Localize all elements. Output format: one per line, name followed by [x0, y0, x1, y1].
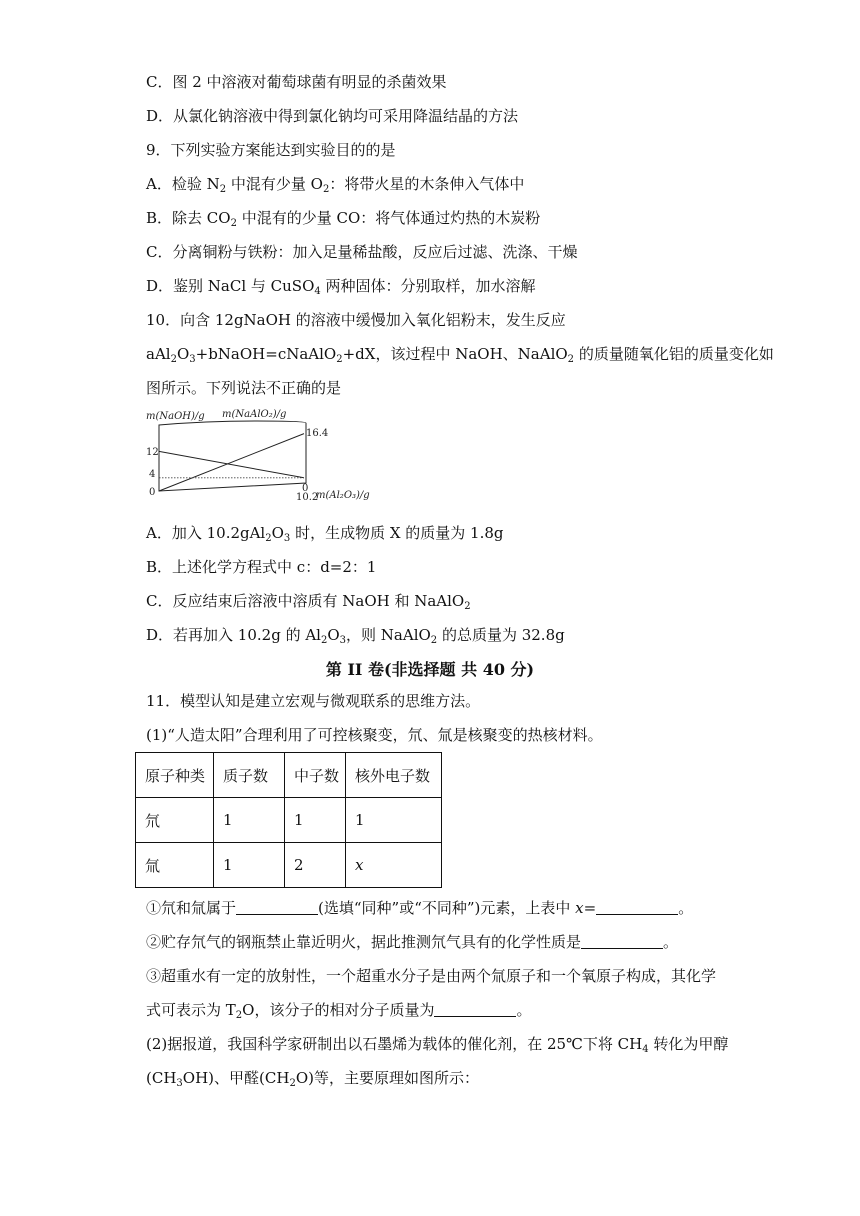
q11-part1: (1)“人造太阳”合理利用了可控核聚变，氘、氚是核聚变的热核材料。: [146, 726, 603, 744]
q11-sub3-line1: ③超重水有一定的放射性，一个超重水分子是由两个氚原子和一个氧原子构成，其化学: [146, 967, 717, 985]
table-cell: 氘: [136, 798, 214, 843]
q8-option-c: C．图 2 中溶液对葡萄球菌有明显的杀菌效果: [146, 73, 447, 91]
x-tick-10.2: 10.2: [296, 492, 319, 503]
table-cell: 2: [285, 843, 346, 888]
q11-part2-line2: $(CH_3OH)$、甲醛$(CH_2O)$等，主要原理如图所示：: [146, 1069, 479, 1089]
q11-part2-line1: (2)据报道，我国科学家研制出以石墨烯为载体的催化剂，在 25℃下将 $CH_4$ 转化为甲醇: [146, 1035, 729, 1055]
table-cell: 1: [285, 798, 346, 843]
x-axis-label: m(Al₂O₃)/g: [316, 490, 370, 501]
q10-option-a: A．加入 $10.2gAl_2O_3$ 时，生成物质 X 的质量为 1.8g: [146, 524, 504, 544]
table-row: [136, 843, 442, 888]
q9-option-c: C．分离铜粉与铁粉：加入足量稀盐酸，反应后过滤、洗涤、干燥: [146, 243, 578, 261]
q11-sub1: ①氘和氚属于 (选填“同种”或“不同种”)元素，上表中 x= 。: [146, 899, 694, 917]
answer-blank[interactable]: [434, 1002, 516, 1017]
left-tick-12: 12: [146, 447, 159, 458]
answer-blank[interactable]: [581, 934, 663, 949]
q10-equation: $aAl_2O_3+bNaOH=cNaAlO_2+dX$，该过程中 NaOH、NaAlO$_2$ 的质量随氧化铝的质量变化如: [146, 345, 774, 365]
q9-option-a: A．检验 $N_2$ 中混有少量 $O_2$：将带火星的木条伸入气体中: [146, 175, 525, 195]
q9-stem: 9．下列实验方案能达到实验目的的是: [146, 141, 396, 159]
table-cell: 1: [214, 798, 285, 843]
section-heading: 第 II 卷(非选择题 共 40 分): [325, 660, 535, 679]
table-cell: 1: [346, 798, 442, 843]
q10-option-d: D．若再加入 10.2g 的 $Al_2O_3$，则 NaAlO$_2$ 的总质量为 32.8g: [146, 626, 565, 646]
table-header: 中子数: [285, 753, 346, 798]
chart-frame: [159, 421, 306, 491]
table-cell: 1: [214, 843, 285, 888]
q11-sub2: ②贮存氘气的钢瓶禁止靠近明火，据此推测氘气具有的化学性质是 。: [146, 933, 679, 951]
answer-blank[interactable]: [236, 900, 318, 915]
naoh-series-line: [159, 451, 304, 477]
naoh-naalo2-chart: [146, 405, 370, 505]
q10-option-c: C．反应结束后溶液中溶质有 NaOH 和 NaAlO$_2$: [146, 592, 471, 612]
table-header: 核外电子数: [346, 753, 442, 798]
right-tick-0: 0: [302, 483, 309, 494]
naalo2-series-line: [159, 434, 304, 491]
table-header: 原子种类: [136, 753, 214, 798]
q9-option-d: D．鉴别 NaCl 与 CuSO$_4$ 两种固体：分别取样，加水溶解: [146, 277, 536, 297]
left-axis-label: m(NaOH)/g: [146, 411, 205, 422]
table-header: 质子数: [214, 753, 285, 798]
right-tick-16.4: 16.4: [306, 428, 329, 439]
q10-continuation: 图所示。下列说法不正确的是: [146, 379, 342, 397]
left-tick-4: 4: [149, 469, 156, 480]
table-cell: x: [346, 843, 442, 888]
left-tick-0: 0: [149, 487, 156, 498]
table-row: [136, 798, 442, 843]
right-axis-label: m(NaAlO₂)/g: [222, 409, 287, 420]
table-header-row: [136, 753, 442, 798]
q11-sub3-line2: 式可表示为 $T_2O$，该分子的相对分子质量为 。: [146, 1001, 532, 1021]
q9-option-b: B．除去 $CO_2$ 中混有的少量 CO：将气体通过灼热的木炭粉: [146, 209, 541, 229]
table-cell: 氚: [136, 843, 214, 888]
q11-stem: 11．模型认知是建立宏观与微观联系的思维方法。: [146, 692, 481, 710]
q8-option-d: D．从氯化钠溶液中得到氯化钠均可采用降温结晶的方法: [146, 107, 519, 125]
isotope-table: [135, 752, 442, 888]
q10-option-b: B．上述化学方程式中 c：d=2：1: [146, 558, 377, 576]
q10-stem: 10．向含 12gNaOH 的溶液中缓慢加入氧化铝粉末，发生反应: [146, 311, 566, 329]
answer-blank[interactable]: [596, 900, 678, 915]
